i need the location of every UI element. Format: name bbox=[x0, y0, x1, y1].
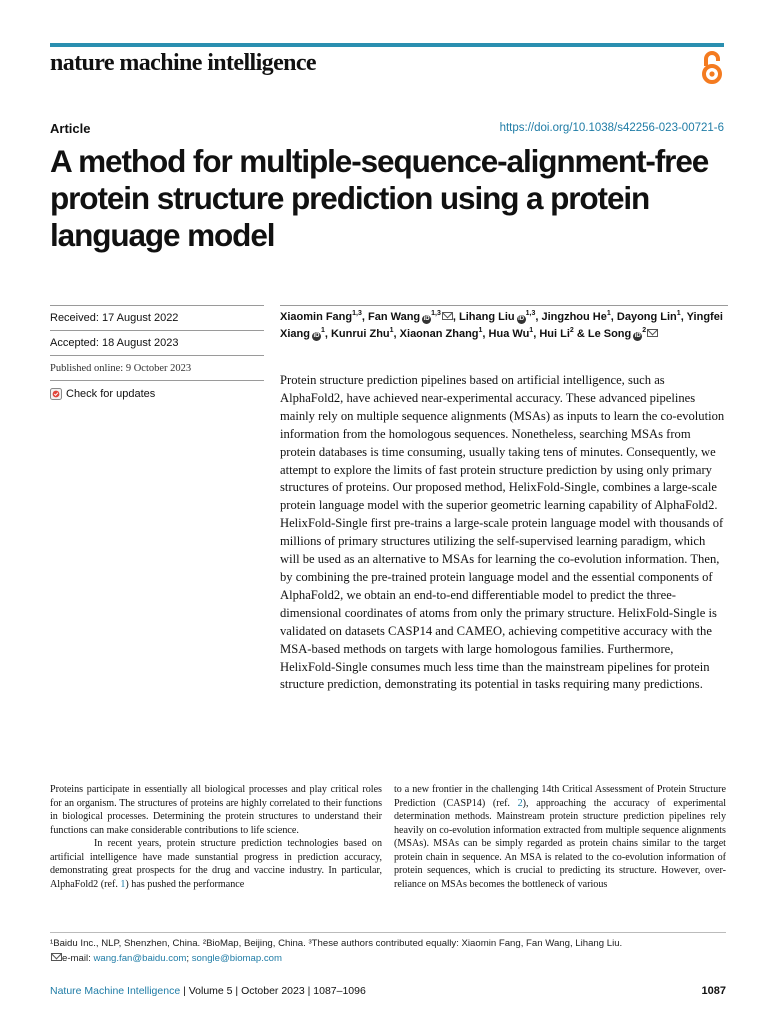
body-paragraph bbox=[394, 783, 726, 891]
received-date: Received: 17 August 2022 bbox=[50, 312, 179, 324]
orcid-icon[interactable]: iD bbox=[634, 333, 641, 339]
body-text: ) has pushed the performance bbox=[125, 878, 245, 890]
author-name[interactable]: Hua Wu bbox=[488, 328, 530, 340]
published-date: Published online: 9 October 2023 bbox=[50, 363, 192, 374]
author-name[interactable]: Xiaomin Fang bbox=[280, 311, 353, 323]
author-name[interactable]: Dayong Lin bbox=[616, 311, 677, 323]
author-affiliation-sup: 1 bbox=[320, 327, 325, 334]
author-name[interactable]: Hui Li bbox=[539, 328, 570, 340]
divider bbox=[280, 305, 728, 306]
body-paragraph bbox=[50, 837, 382, 891]
author-name[interactable]: Yingfei Xiang bbox=[280, 311, 723, 340]
orcid-icon[interactable]: iD bbox=[313, 333, 320, 339]
body-paragraph: Proteins participate in essentially all biological processes and play critical roles for an organism. The structures of proteins are highly correlated to their functions in biological processes. Determining the protein structures to understand their functions can make considerable contributions to life science. bbox=[50, 784, 382, 836]
author-affiliation-sup: 1,3 bbox=[352, 310, 362, 317]
author-name[interactable]: Fan Wang bbox=[367, 311, 421, 323]
orcid-icon[interactable]: iD bbox=[518, 316, 525, 322]
envelope-icon bbox=[51, 953, 62, 961]
divider bbox=[50, 355, 264, 356]
author-affiliation-sup: 1 bbox=[606, 310, 611, 317]
body-text: In recent years, protein structure prediction technologies based on artificial intelligence have made sunstantial progress in prediction accuracy, demonstrating great prospects for the drug and vaccine industry. In particular, AlphaFold2 (ref. bbox=[50, 838, 382, 890]
author-affiliation-sup: 1,3 bbox=[525, 310, 536, 317]
body-text: ), approaching the accuracy of experimental determination methods. Mainstream protein structure prediction pipelines rely heavily on co-evolution information extracted from multiple sequence alignments (MSAs). MSAs can be simply regarded as protein chains similar to the target protein chain in sequence. An MSA is related to the co-evolution information of protein sequences, which is crucial to predicting its structure. However, over-reliance on MSAs becomes the bottleneck of various bbox=[394, 797, 727, 890]
article-title: A method for multiple-sequence-alignment-free protein structure prediction using a protein language model bbox=[50, 143, 709, 253]
abstract: Protein structure prediction pipelines based on artificial intelligence, such as AlphaFold2, have achieved near-experimental accuracy. These advanced pipelines mainly rely on multiple sequence alignments (MSAs) as inputs to learn the co-evolution information from the homologous sequences. Nonetheless, searching MSAs from protein databases is time consuming, usually taking tens of minutes. Consequently, we attempt to explore the limits of fast protein structure prediction by using only primary structures of proteins. Our proposed method, HelixFold-Single, combines a large-scale protein language model with the superior geometric learning capability of AlphaFold2. HelixFold-Single first pre-trains a large-scale protein language model with thousands of millions of primary structures utilizing the self-supervised learning paradigm, which will be used as an alternative to MSAs for learning the co-evolution information. Then, by combining the pre-trained protein language model and the essential components of AlphaFold2, we obtain an end-to-end differentiable model to predict the three-dimensional coordinates of atoms from only the primary structure. HelixFold-Single is validated on datasets CASP14 and CAMEO, achieving competitive accuracy with the MSA-based methods on targets with large homologous families. Furthermore, HelixFold-Single consumes much less time than the mainstream pipelines for protein structure prediction, demonstrating its potential in tasks requiring many predictions. bbox=[280, 373, 725, 692]
author-affiliation-sup: 1 bbox=[676, 310, 681, 317]
article-type-label: Article bbox=[50, 121, 91, 136]
doi-link[interactable]: https://doi.org/10.1038/s42256-023-00721-6 bbox=[499, 122, 724, 134]
footer-journal-link[interactable]: Nature Machine Intelligence bbox=[50, 985, 181, 997]
divider bbox=[50, 380, 264, 381]
accepted-date: Accepted: 18 August 2023 bbox=[50, 337, 179, 349]
author-name[interactable]: Kunrui Zhu bbox=[330, 328, 390, 340]
author-affiliation-sup: 2 bbox=[569, 327, 574, 334]
email-footnote bbox=[50, 953, 282, 964]
body-column-right bbox=[394, 783, 726, 891]
footer-volume-info: | Volume 5 | October 2023 | 1087–1096 bbox=[180, 985, 366, 997]
check-for-updates-button[interactable] bbox=[50, 388, 155, 400]
envelope-icon[interactable] bbox=[647, 329, 658, 337]
divider bbox=[50, 330, 264, 331]
author-affiliation-sup: 1,3 bbox=[431, 310, 441, 317]
author-list: Xiaomin Fang$^{1,3}$, Fan Wang iD$^{1,3}$ , Lihang Liu iD$^{1,3}$, Jingzhou He$^1$, Dayong Lin$^1$, Yingfei Xiang $iD^1$, Kunrui Zhu$^1$, Xiaonan Zhang$^1$, Hua Wu$^1$, Hui Li$^2$ & Le Song $iD^2$ bbox=[280, 310, 723, 340]
author-affiliation-sup: 1 bbox=[389, 327, 394, 334]
divider bbox=[50, 305, 264, 306]
email-link[interactable]: songle@biomap.com bbox=[191, 953, 283, 964]
check-for-updates-icon bbox=[50, 388, 62, 400]
email-link[interactable]: wang.fan@baidu.com bbox=[93, 953, 187, 964]
author-name[interactable]: Lihang Liu bbox=[459, 311, 515, 323]
body-text: to a new frontier in the challenging 14th Critical Assessment of Protein Structure Prediction (CASP14) (ref. bbox=[394, 784, 726, 809]
footer-citation bbox=[50, 985, 366, 997]
author-name[interactable]: Le Song bbox=[587, 328, 632, 340]
footnote-divider bbox=[50, 932, 726, 933]
email-separator: ; bbox=[186, 953, 192, 964]
author-affiliation-sup: 1 bbox=[478, 327, 483, 334]
reference-link[interactable]: 1 bbox=[120, 878, 126, 890]
author-affiliation-sup: 2 bbox=[642, 327, 647, 334]
affiliations-footnote: ¹Baidu Inc., NLP, Shenzhen, China. ²BioMap, Beijing, China. ³These authors contributed equally: Xiaomin Fang, Fan Wang, Lihang Liu. bbox=[50, 938, 623, 949]
author-affiliation-sup: 1 bbox=[529, 327, 534, 334]
email-label: e-mail: bbox=[62, 953, 94, 964]
open-access-icon[interactable] bbox=[698, 49, 726, 87]
reference-link[interactable]: 2 bbox=[517, 797, 523, 809]
author-name[interactable]: Xiaonan Zhang bbox=[399, 328, 479, 340]
author-name[interactable]: Jingzhou He bbox=[541, 311, 607, 323]
check-for-updates-label: Check for updates bbox=[66, 388, 156, 400]
page-number: 1087 bbox=[701, 985, 726, 997]
journal-name: nature machine intelligence bbox=[50, 50, 316, 76]
top-accent-bar bbox=[50, 43, 724, 47]
orcid-icon[interactable]: iD bbox=[423, 316, 430, 322]
envelope-icon[interactable] bbox=[442, 312, 453, 320]
body-column-left bbox=[50, 783, 382, 891]
